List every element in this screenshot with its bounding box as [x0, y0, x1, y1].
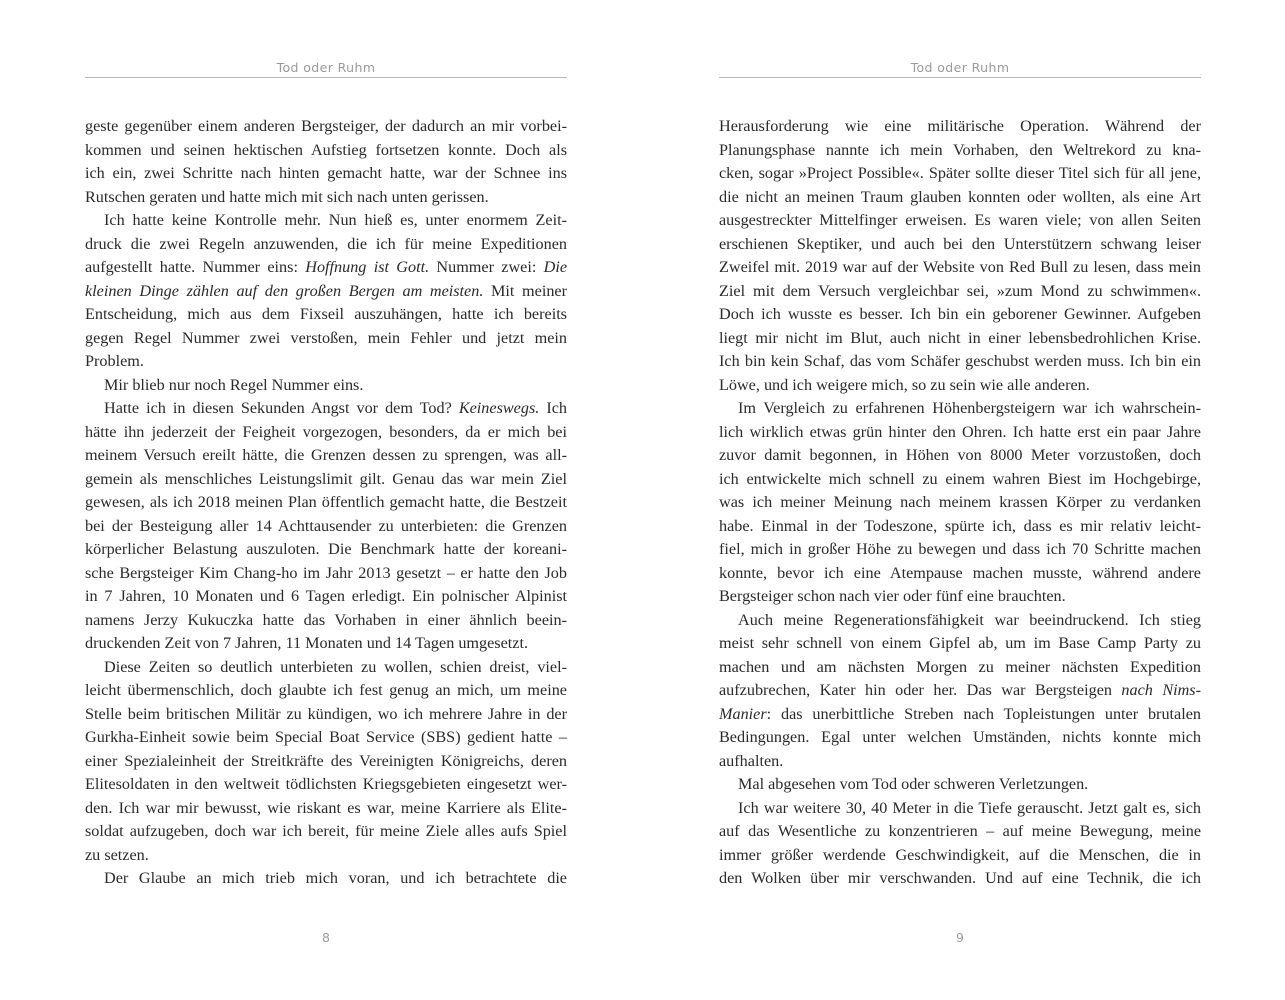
- text-line: [85, 186, 567, 210]
- text-segment: gewesen, als ich 2018 meinen Plan öffentlich gemacht hatte, die Bestzeit: [85, 493, 567, 511]
- text-segment: Doch ich wusste es besser. Ich bin ein geborener Gewinner. Aufgeben: [719, 305, 1201, 323]
- text-segment: Löwe, und ich weigere mich, so zu sein wie alle anderen.: [719, 375, 1090, 394]
- text-segment: machen und am nächsten Morgen zu meiner nächsten Expedition: [719, 657, 1201, 676]
- italic-text: nach Nims-: [1121, 681, 1202, 699]
- text-segment: Diese Zeiten so deutlich unterbieten zu wollen, schien dreist, viel-: [104, 657, 567, 676]
- text-line: [719, 609, 1201, 633]
- text-segment: Auch meine Regenerationsfähigkeit war beeindruckend. Ich stieg: [738, 610, 1201, 629]
- text-segment: einer Spezialeinheit der Streitkräfte des Vereinigten Königreichs, deren: [85, 751, 567, 770]
- text-segment: Rutschen geraten und hatte mich mit sich nach unten gerissen.: [85, 187, 489, 206]
- text-segment: in 7 Jahren, 10 Monaten und 6 Tagen erledigt. Ein polnischer Alpinist: [85, 587, 567, 605]
- text-line: [719, 562, 1201, 586]
- text-segment: aufhalten.: [719, 751, 784, 770]
- text-segment: liegt mir nicht im Blut, auch nicht in einer lebensbedrohlichen Krise.: [719, 328, 1201, 347]
- text-segment: soldat aufzugeben, doch war ich bereit, für meine Ziele alles aufs Spiel: [85, 822, 567, 840]
- text-line: [85, 562, 567, 586]
- text-line: [85, 679, 567, 703]
- text-line: [719, 679, 1201, 703]
- text-line: [719, 867, 1201, 891]
- text-segment: Gurkha-Einheit sowie beim Special Boat Service (SBS) gedient hatte –: [85, 728, 567, 746]
- text-segment: Zweifel mit. 2019 war auf der Website von Red Bull zu lesen, dass mein: [719, 258, 1201, 276]
- text-line: [85, 468, 567, 492]
- text-line: [719, 186, 1201, 210]
- text-segment: bei der Besteigung aller 14 Achttausender zu unterbieten: die Grenzen: [85, 516, 567, 535]
- text-segment: Im Vergleich zu erfahrenen Höhenbergsteigern war ich wahrschein-: [738, 399, 1201, 417]
- text-line: [719, 256, 1201, 280]
- text-line: [719, 303, 1201, 327]
- text-segment: immer größer werdende Geschwindigkeit, auf die Menschen, die in: [719, 845, 1201, 864]
- text-segment: Mit meiner: [483, 281, 567, 300]
- text-line: [719, 139, 1201, 163]
- text-line: [85, 844, 567, 868]
- text-segment: Hatte ich in diesen Sekunden Angst vor dem Tod?: [104, 399, 459, 417]
- text-segment: aufzubrechen, Kater hin oder her. Das war Bergsteigen: [719, 681, 1122, 699]
- text-segment: Elitesoldaten in den weltweit tödlichsten Kriegsgebieten eingesetzt wer-: [85, 775, 567, 793]
- text-segment: Mal abgesehen vom Tod oder schweren Verletzungen.: [738, 775, 1089, 793]
- text-line: [85, 280, 567, 304]
- body-text: [85, 115, 567, 891]
- text-segment: auf das Wesentliche zu konzentrieren – auf meine Bewegung, meine: [719, 822, 1201, 840]
- running-head: Tod oder Ruhm: [910, 60, 1010, 75]
- text-segment: namens Jerzy Kukuczka hatte das Vorhaben in einer ähnlich beein-: [85, 610, 567, 629]
- body-text: [719, 115, 1201, 891]
- text-line: [719, 585, 1201, 609]
- header-rule: [719, 77, 1201, 78]
- text-segment: Ziel mit dem Versuch vergleichbar sei, »zum Mond zu schwimmen«.: [719, 281, 1201, 300]
- text-line: [85, 162, 567, 186]
- text-segment: Ich: [539, 399, 567, 417]
- text-segment: aufgestellt hatte. Nummer eins:: [85, 258, 306, 276]
- text-line: [85, 209, 567, 233]
- text-segment: geste gegenüber einem anderen Bergsteiger, der dadurch an mir vorbei-: [85, 117, 567, 135]
- text-line: [719, 491, 1201, 515]
- text-line: [719, 421, 1201, 445]
- header-rule: [85, 77, 567, 78]
- text-segment: Planungsphase nannte ich mein Vorhaben, den Weltrekord zu kna-: [719, 140, 1201, 159]
- text-line: [719, 632, 1201, 656]
- text-segment: erschienen Skeptiker, und auch bei den Unterstützern schwang leiser: [719, 234, 1201, 253]
- text-line: [85, 256, 567, 280]
- text-line: [719, 468, 1201, 492]
- text-segment: leicht übermenschlich, doch glaubte ich fest genug an mich, um meine: [85, 681, 567, 699]
- page-number: 9: [956, 930, 964, 945]
- text-segment: körperlicher Belastung auszuloten. Die Benchmark hatte der koreani-: [85, 540, 567, 558]
- text-segment: zu setzen.: [85, 845, 149, 864]
- text-line: [719, 844, 1201, 868]
- text-segment: Ich bin kein Schaf, das vom Schäfer geschubst werden muss. Ich bin ein: [719, 352, 1201, 370]
- text-line: [85, 703, 567, 727]
- text-line: [719, 115, 1201, 139]
- text-line: [719, 397, 1201, 421]
- text-segment: druckenden Zeit von 7 Jahren, 11 Monaten und 14 Tagen umgesetzt.: [85, 634, 529, 652]
- text-segment: Herausforderung wie eine militärische Operation. Während der: [719, 117, 1201, 135]
- italic-text: Die: [543, 258, 567, 276]
- text-segment: Bergsteiger schon nach vier oder fünf eine brauchten.: [719, 587, 1066, 605]
- text-segment: was ich meiner Meinung nach meinem krassen Körper zu verdanken: [719, 493, 1201, 511]
- text-line: [85, 797, 567, 821]
- text-line: [719, 820, 1201, 844]
- text-segment: gegen Regel Nummer zwei verstoßen, mein Fehler und jetzt mein: [85, 328, 567, 347]
- page-number: 8: [322, 930, 330, 945]
- text-line: [85, 115, 567, 139]
- text-line: [85, 726, 567, 750]
- text-line: [719, 209, 1201, 233]
- italic-text: Keineswegs.: [458, 399, 540, 417]
- text-line: [85, 867, 567, 891]
- text-segment: Stelle beim britischen Militär zu kündigen, wo ich mehrere Jahre in der: [85, 704, 567, 723]
- text-line: [85, 538, 567, 562]
- text-segment: ausgestreckter Mittelfinger erweisen. Es waren viele; von allen Seiten: [719, 211, 1201, 229]
- text-line: [85, 327, 567, 351]
- text-line: [719, 656, 1201, 680]
- text-segment: : das unerbittliche Streben nach Topleistungen unter brutalen: [766, 704, 1201, 723]
- text-segment: meist sehr schnell von einem Gipfel ab, um im Base Camp Party zu: [719, 634, 1201, 652]
- text-segment: hätte ihn jederzeit der Feigheit vorgezogen, besonders, da er mich bei: [85, 422, 567, 441]
- text-segment: zuvor damit begonnen, in Höhen von 8000 Meter vorzustoßen, doch: [719, 446, 1201, 464]
- text-line: [85, 350, 567, 374]
- text-line: [85, 656, 567, 680]
- text-line: [719, 750, 1201, 774]
- text-line: [719, 726, 1201, 750]
- text-line: [719, 773, 1201, 797]
- text-line: [719, 162, 1201, 186]
- text-segment: Der Glaube an mich trieb mich voran, und ich betrachtete die: [104, 869, 567, 887]
- text-segment: cken, sogar »Project Possible«. Später sollte dieser Titel sich für all jene,: [719, 164, 1201, 182]
- text-line: [85, 750, 567, 774]
- text-line: [85, 139, 567, 163]
- right-page: [719, 0, 1201, 1000]
- text-line: [85, 515, 567, 539]
- italic-text: kleinen Dinge zählen auf den großen Bergen am meisten.: [85, 281, 484, 300]
- text-segment: fiel, mich in großer Höhe zu bewegen und dass ich 70 Schritte machen: [719, 540, 1201, 558]
- text-segment: Entscheidung, mich aus dem Fixseil auszuhängen, hatte ich bereits: [85, 305, 567, 323]
- text-line: [719, 515, 1201, 539]
- text-segment: die nicht an meinen Traum glauben konnten oder wollten, als eine Art: [719, 187, 1201, 206]
- text-line: [719, 444, 1201, 468]
- running-head: Tod oder Ruhm: [276, 60, 376, 75]
- text-segment: den Wolken über mir verschwanden. Und auf eine Technik, die ich: [719, 869, 1201, 887]
- text-segment: Nummer zwei:: [429, 258, 544, 276]
- text-line: [85, 421, 567, 445]
- text-line: [85, 585, 567, 609]
- text-line: [719, 280, 1201, 304]
- text-segment: druck die zwei Regeln anzuwenden, die ich für meine Expeditionen: [85, 234, 567, 253]
- text-line: [719, 233, 1201, 257]
- text-segment: Bedingungen. Egal unter welchen Umständen, nichts konnte mich: [719, 728, 1201, 746]
- text-segment: Mir blieb nur noch Regel Nummer eins.: [104, 375, 364, 394]
- text-segment: ich entwickelte mich schnell zu einem wahren Biest im Hochgebirge,: [719, 469, 1201, 488]
- italic-text: Hoffnung ist Gott.: [305, 258, 430, 276]
- text-line: [719, 350, 1201, 374]
- text-line: [719, 703, 1201, 727]
- text-line: [719, 327, 1201, 351]
- text-line: [85, 609, 567, 633]
- text-line: [719, 374, 1201, 398]
- text-line: [85, 632, 567, 656]
- text-line: [85, 444, 567, 468]
- text-line: [85, 820, 567, 844]
- text-segment: Ich hatte keine Kontrolle mehr. Nun hieß es, unter enormem Zeit-: [104, 211, 567, 229]
- text-line: [85, 491, 567, 515]
- text-segment: kommen und seinen hektischen Aufstieg fortsetzen konnte. Doch als: [85, 140, 567, 159]
- text-segment: meinem Versuch ereilt hätte, die Grenzen dessen zu sprengen, was all-: [85, 446, 567, 464]
- text-line: [85, 303, 567, 327]
- text-segment: sche Bergsteiger Kim Chang-ho im Jahr 2013 gesetzt – er hatte den Job: [85, 563, 567, 582]
- text-line: [719, 797, 1201, 821]
- text-line: [85, 773, 567, 797]
- text-segment: lich wirklich etwas grün hinter den Ohren. Ich hatte erst ein paar Jahre: [719, 422, 1201, 441]
- left-page: [85, 0, 567, 1000]
- text-segment: Ich war weitere 30, 40 Meter in die Tiefe gerauscht. Jetzt galt es, sich: [738, 798, 1201, 817]
- text-line: [85, 397, 567, 421]
- text-segment: habe. Einmal in der Todeszone, spürte ich, dass es mir relativ leicht-: [719, 516, 1201, 535]
- text-segment: konnte, bevor ich eine Atempause machen musste, während andere: [719, 563, 1201, 582]
- text-segment: gemein als menschliches Leistungslimit gilt. Genau das war mein Ziel: [85, 469, 567, 488]
- text-segment: den. Ich war mir bewusst, wie riskant es war, meine Karriere als Elite-: [85, 798, 567, 817]
- text-segment: ich ein, zwei Schritte nach hinten gemacht hatte, war der Schnee ins: [85, 164, 567, 182]
- italic-text: Manier: [719, 704, 767, 723]
- text-line: [719, 538, 1201, 562]
- text-segment: Problem.: [85, 352, 144, 370]
- text-line: [85, 374, 567, 398]
- text-line: [85, 233, 567, 257]
